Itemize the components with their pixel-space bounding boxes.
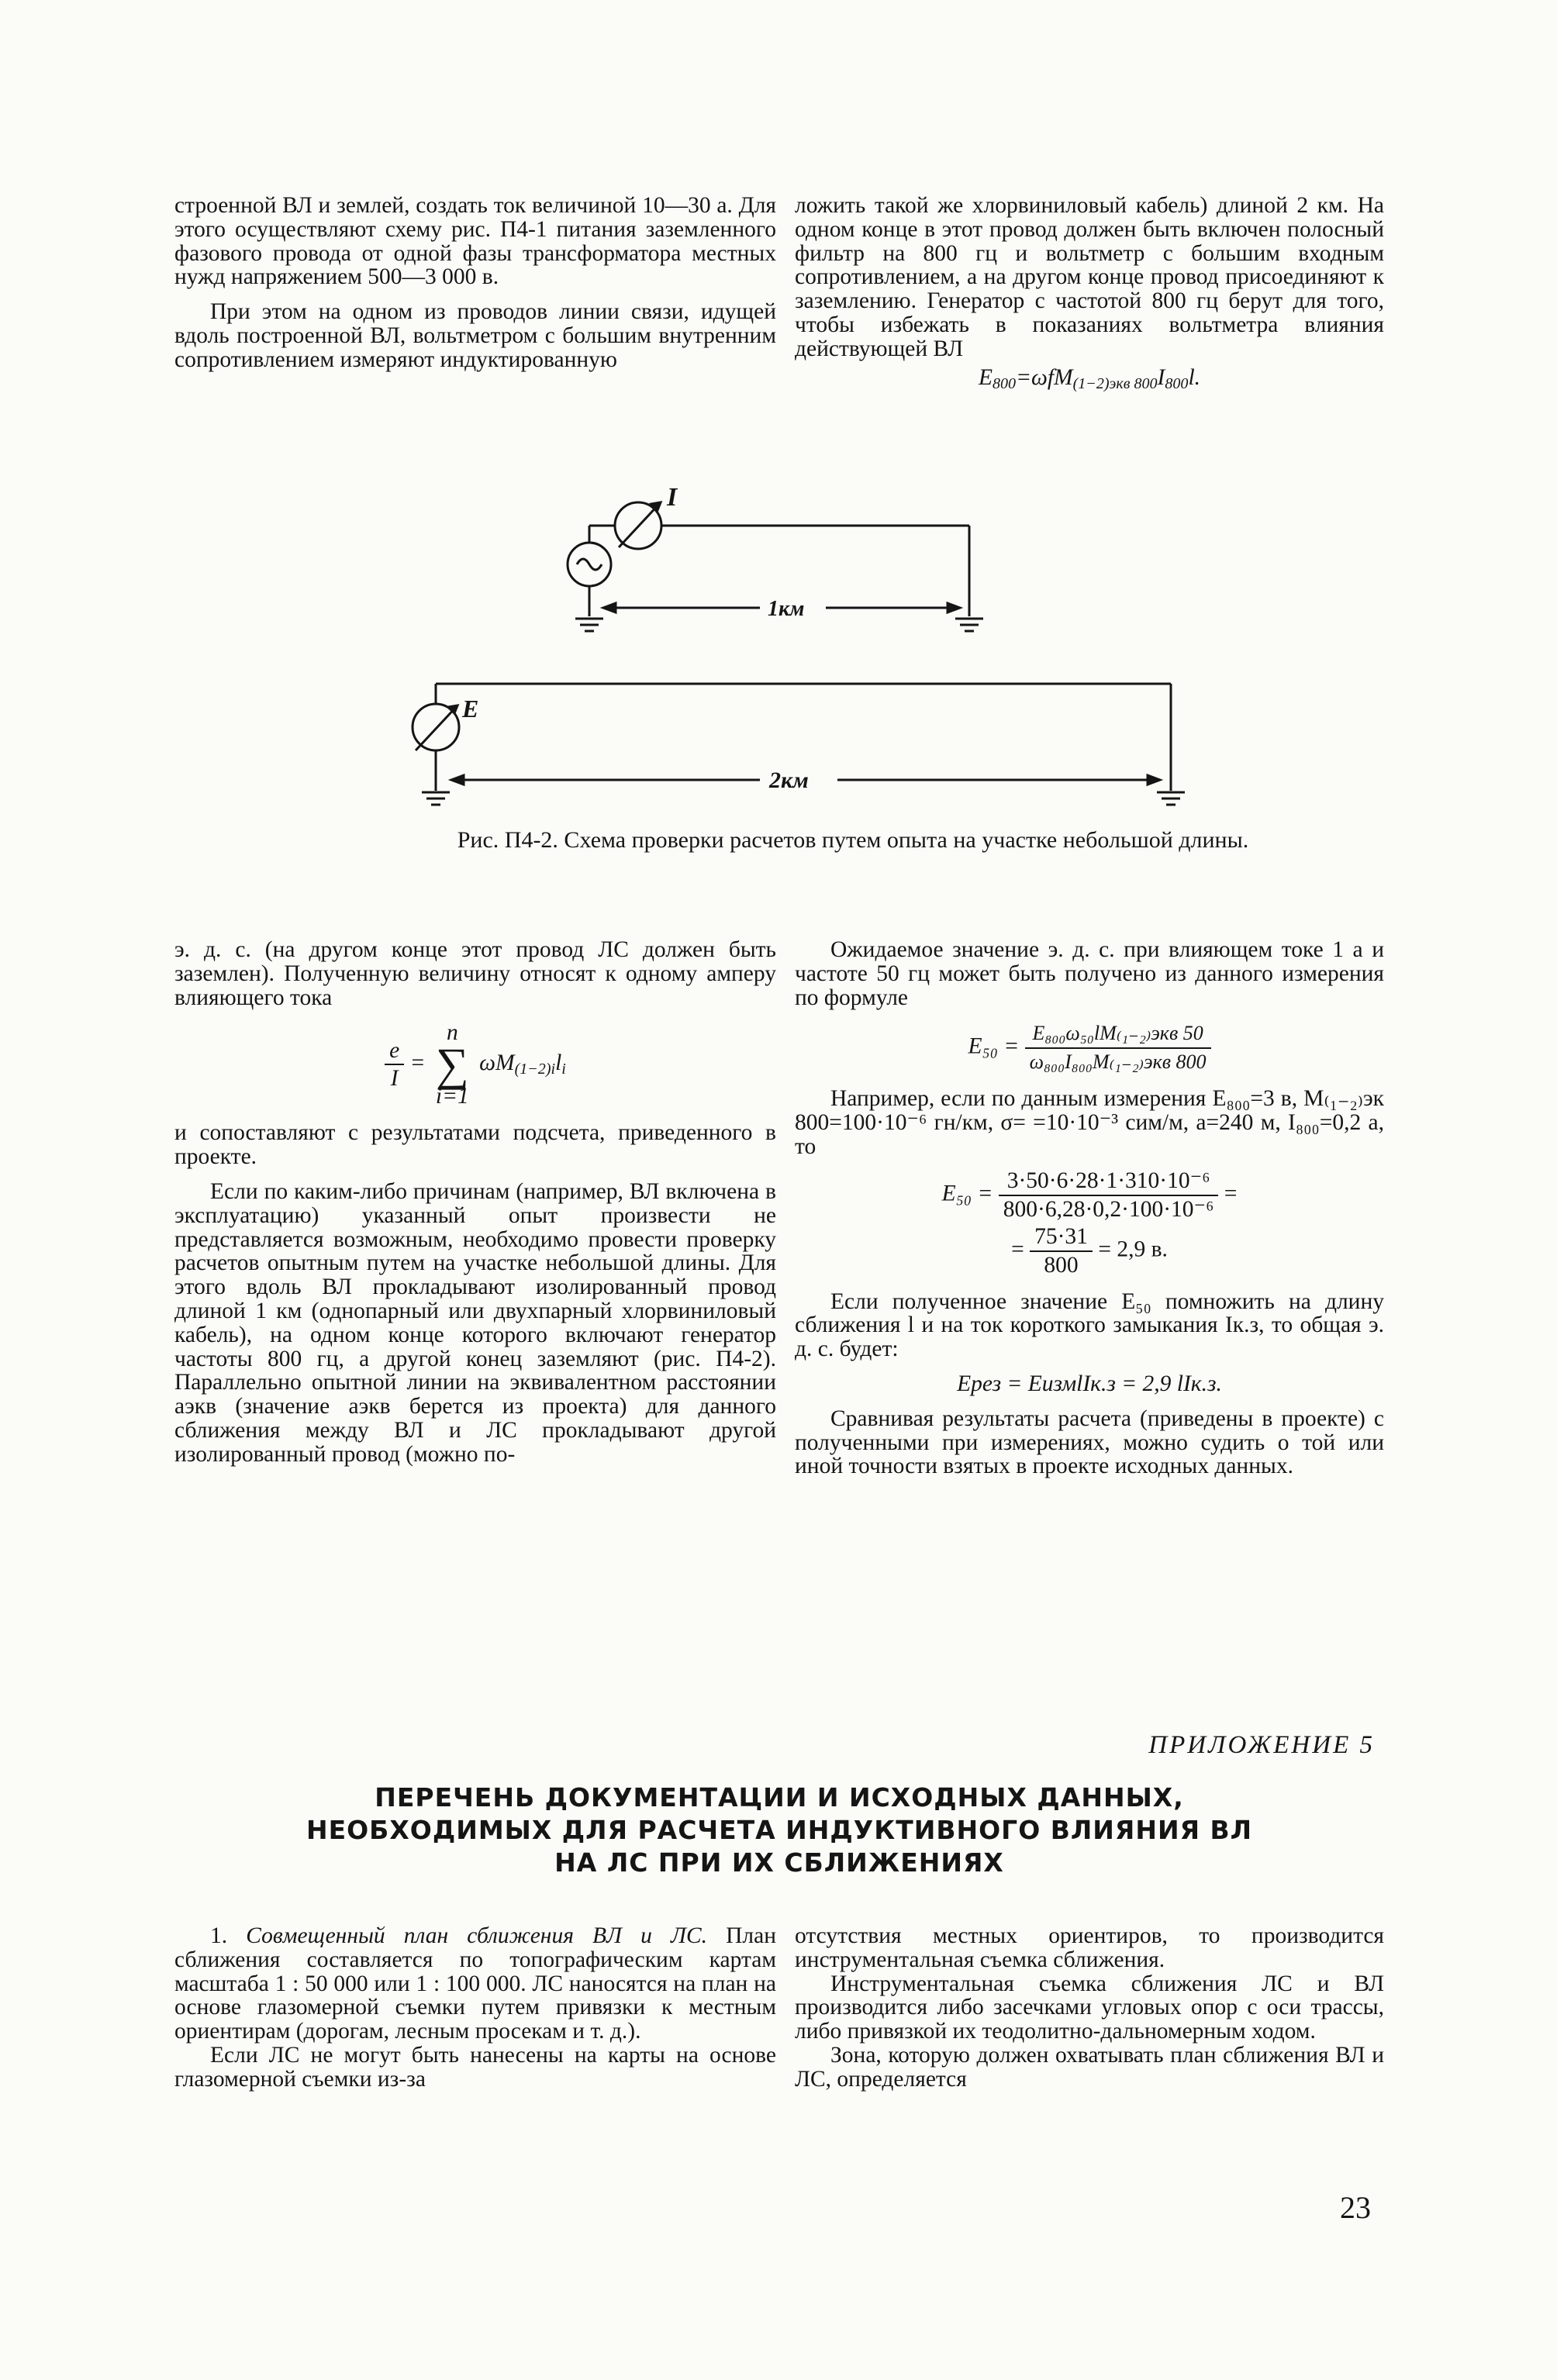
formula-e50: E₅₀ = $\frac{\text{E₈₀₀ω₅₀lM₍₁₋₂₎экв 50}}{\text{ω₈₀₀I₈₀₀M₍₁₋₂₎экв 800}}$ <box>795 1022 1384 1074</box>
equation-sum: $\frac{e}{I}$ = n ∑ i=1 $\omega M_{(1-2)i}l_i$ <box>174 1023 776 1105</box>
right-column-bottom <box>795 1924 1384 2092</box>
paragraph: Если полученное значение E₅₀ помножить на длину сближения l и на ток короткого замыкания Iк.з, то общая э. д. с. будет: <box>795 1288 1384 1362</box>
appendix-title <box>233 1782 1326 1879</box>
sine-wave-icon <box>577 559 602 570</box>
title-line: ПЕРЕЧЕНЬ ДОКУМЕНТАЦИИ И ИСХОДНЫХ ДАННЫХ, <box>375 1782 1184 1813</box>
left-column-top <box>174 194 776 372</box>
page-number: 23 <box>1340 2190 1371 2225</box>
left-column-bottom <box>174 1924 776 2092</box>
emf-label: E <box>462 695 479 723</box>
paragraph: Инструментальная съемка сближения ЛС и ВЛ производится либо засечками угловых опор с оси трассы, либо привязкой их теодолитно-дальномерным ходом. <box>795 1971 1384 2044</box>
item-text: План сближения составляется по топографическим картам масштаба 1 : 50 000 или 1 : 100 000. ЛС наносятся на план на основе глазомерной съемки путем привязки к местным ориентирам (дорогам, лесным просекам и т. д.). <box>174 1923 777 2044</box>
paragraph: Например, если по данным измерения E₈₀₀=3 в, M₍₁₋₂₎эк 800=100·10⁻⁶ гн/км, σ= =10·10⁻³ сим/м, a=240 м, I₈₀₀=0,2 а, то <box>795 1085 1384 1159</box>
distance-1km: 1км <box>768 597 805 621</box>
item-title: Совмещенный план сближения ВЛ и ЛС. <box>246 1923 707 1948</box>
formula-e50-numeric: E₅₀ = $\frac{\text{3·50·6·28·1·310·10⁻⁶}}{\text{800·6,28·0,2·100·10⁻⁶}}$ = <box>941 1168 1238 1223</box>
paragraph: Ожидаемое значение э. д. с. при влияющем токе 1 а и частоте 50 гц может быть получено из данного измерения по формуле <box>795 937 1384 1010</box>
figure-caption: Рис. П4-2. Схема проверки расчетов путем опыта на участке небольшой длины. <box>457 827 1249 853</box>
formula-eres: Eрез = EизмlIк.з = 2,9 lIк.з. <box>957 1371 1222 1396</box>
paragraph: Сравнивая результаты расчета (приведены в проекте) с полученными при измерениях, можно судить о той или иной точности взятых в проекте исходных данных. <box>795 1406 1384 1479</box>
right-column-top <box>795 194 1384 400</box>
paragraph: э. д. с. (на другом конце этот провод ЛС должен быть заземлен). Полученную величину относят к одному амперу влияющего тока <box>174 937 776 1010</box>
item-number: 1. <box>210 1923 228 1948</box>
current-label: I <box>667 483 678 512</box>
circuit-diagram <box>372 481 1225 822</box>
paragraph <box>174 1924 776 2044</box>
appendix-label: ПРИЛОЖЕНИЕ 5 <box>1148 1731 1375 1759</box>
title-line: НА ЛС ПРИ ИХ СБЛИЖЕНИЯХ <box>554 1847 1004 1878</box>
paragraph: Если по каким-либо причинам (например, ВЛ включена в эксплуатацию) указанный опыт произвести не представляется возможным, необходимо провести проверку расчетов опытным путем на участке небольшой длины. Для этого вдоль ВЛ прокладывают изолированный провод длиной 1 км (однопарный или двухпарный хлорвиниловый кабель), на одном конце которого включают генератор частоты 800 гц, а другой конец заземляют (рис. П4-2). Параллельно опытной линии на эквивалентном расстоянии aэкв (значение aэкв берется из проекта) для данного сближения между ВЛ и ЛС прокладывают другой изолированный провод (можно по- <box>174 1178 776 1467</box>
right-column-middle <box>795 938 1384 1478</box>
paragraph: и сопоставляют с результатами подсчета, приведенного в проекте. <box>174 1120 776 1170</box>
paragraph: строенной ВЛ и землей, создать ток величиной 10—30 а. Для этого осуществляют схему рис. П4-1 питания заземленного фазового провода от одной фазы трансформатора местных нужд напряжением 500—3 000 в. <box>174 193 776 290</box>
paragraph: Если ЛС не могут быть нанесены на карты на основе глазомерной съемки из-за <box>174 2042 776 2092</box>
paragraph: Зона, которую должен охватывать план сближения ВЛ и ЛС, определяется <box>795 2042 1384 2092</box>
paragraph: При этом на одном из проводов линии связи, идущей вдоль построенной ВЛ, вольтметром с большим внутренним сопротивлением измеряют индуктированную <box>174 299 776 372</box>
paragraph: ложить такой же хлорвиниловый кабель) длиной 2 км. На одном конце в этот провод должен быть включен полосный фильтр на 800 гц и вольтметр с большим входным сопротивлением, а на другом конце провод присоединяют к заземлению. Генератор с частотой 800 гц берут для того, чтобы избежать в показаниях вольтметра влияния действующей ВЛ <box>795 193 1384 361</box>
equation-e800: $E_{800}=\omega fM_{(1-2)экв 800}I_{800}l$. <box>978 364 1201 392</box>
left-column-middle <box>174 938 776 1467</box>
formula-e50-result: = $\frac{75\cdot 31}{800}$ = 2,9 в. <box>1011 1223 1168 1278</box>
title-line: НЕОБХОДИМЫХ ДЛЯ РАСЧЕТА ИНДУКТИВНОГО ВЛИЯНИЯ ВЛ <box>306 1815 1253 1845</box>
paragraph: отсутствия местных ориентиров, то производится инструментальная съемка сближения. <box>795 1923 1384 1972</box>
distance-2km: 2км <box>769 767 809 793</box>
